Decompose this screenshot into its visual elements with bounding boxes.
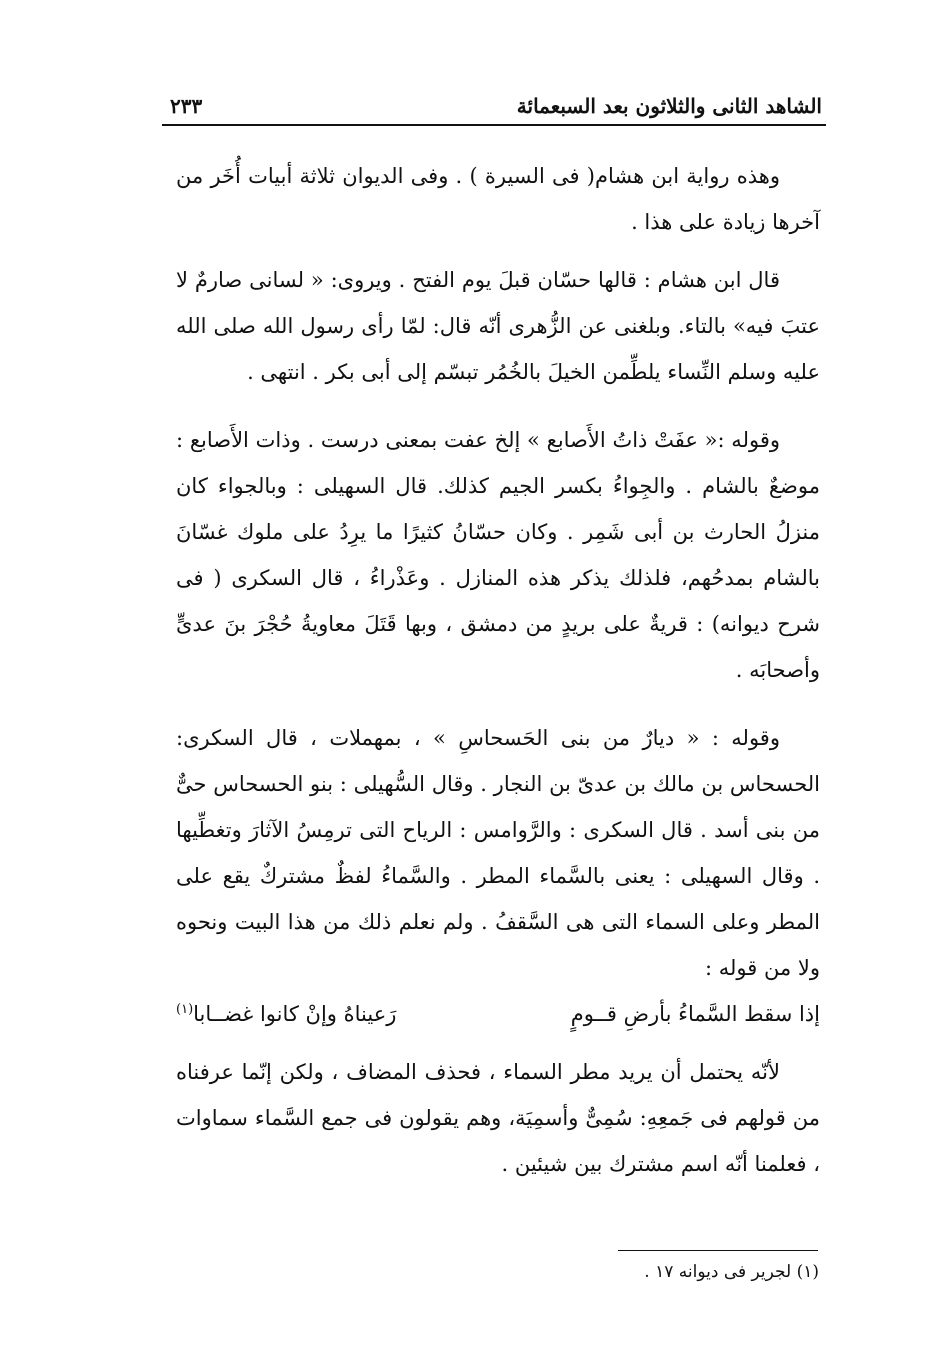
paragraph: لأنّه يحتمل أن يريد مطر السماء ، فحذف المضاف ، ولكن إنّما عرفناه من قولهم فى جَمعِهِ: سُمِىٌّ وأسمِيَة، وهم يقولون فى جمع السَّماء سماوات ، فعلمنا أنّه اسم مشترك بين شيئين . [176,1060,820,1176]
paragraph: وهذه رواية ابن هشام( فى السيرة ) . وفى الديوان ثلاثة أبيات أُخَر من آخرها زيادة على هذا . [176,164,820,234]
footnote-marker: (١) [176,1002,194,1017]
page-number: ٢٣٣ [170,94,203,118]
header-rule [162,124,826,126]
paragraph: قال ابن هشام : قالها حسّان قبلَ يوم الفتح . ويروى: « لسانى صارمٌ لا عتبَ فيه» بالتاء. وبلغنى عن الزُّهرى أنّه قال: لمّا رأى رسول الله صلى الله عليه وسلم النِّساء يلطِّمن الخيلَ بالخُمُر تبسّم إلى أبى بكر . انتهى . [176,268,820,384]
header-title: الشاهد الثانى والثلاثون بعد السبعمائة [516,94,822,118]
verse-second-hemistich [176,991,396,1037]
running-header [170,92,822,124]
footnote: (١) لجرير فى ديوانه ١٧ . [644,1262,819,1282]
footnote-rule [618,1250,818,1251]
poetry-verse [176,991,820,1037]
verse-second-hemistich-text: رَعيناهُ وإنْ كانوا غضــابا [193,1002,397,1026]
verse-first-hemistich: إذا سقط السَّماءُ بأرضِ قــومٍ [570,1002,820,1026]
paragraph: وقوله : « ديارٌ من بنى الحَسحاسِ » ، بمهملات ، قال السكرى: الحسحاس بن مالك بن عدىّ بن النجار . وقال السُّهيلى : بنو الحسحاس حىٌّ من بنى أسد . قال السكرى : والرَّوامس : الرياح التى ترمِسُ الآثارَ وتغطِّيها . وقال السهيلى : يعنى بالسَّماء المطر . والسَّماءُ لفظٌ مشتركٌ يقع على المطر وعلى السماء التى هى السَّقفُ . ولم نعلم ذلك من هذا البيت ونحوه ولا من قوله : [176,726,820,980]
paragraph: وقوله :« عفَتْ ذاتُ الأَصابع » إلخ عفت بمعنى درست . وذات الأَصابع : موضعٌ بالشام . والجِواءُ بكسر الجيم كذلك. قال السهيلى : وبالجواء كان منزلُ الحارث بن أبى شَمِر . وكان حسّانُ كثيرًا ما يرِدُ على ملوك غسّانَ بالشام بمدحُهم، فلذلك يذكر هذه المنازل . وعَذْراءُ ، قال السكرى ( فى شرح ديوانه) : قريةٌ على بريدٍ من دمشق ، وبها قَتَلَ معاويةُ حُجْرَ بنَ عدىٍّ وأصحابَه . [176,428,820,682]
body-text [176,153,820,1187]
